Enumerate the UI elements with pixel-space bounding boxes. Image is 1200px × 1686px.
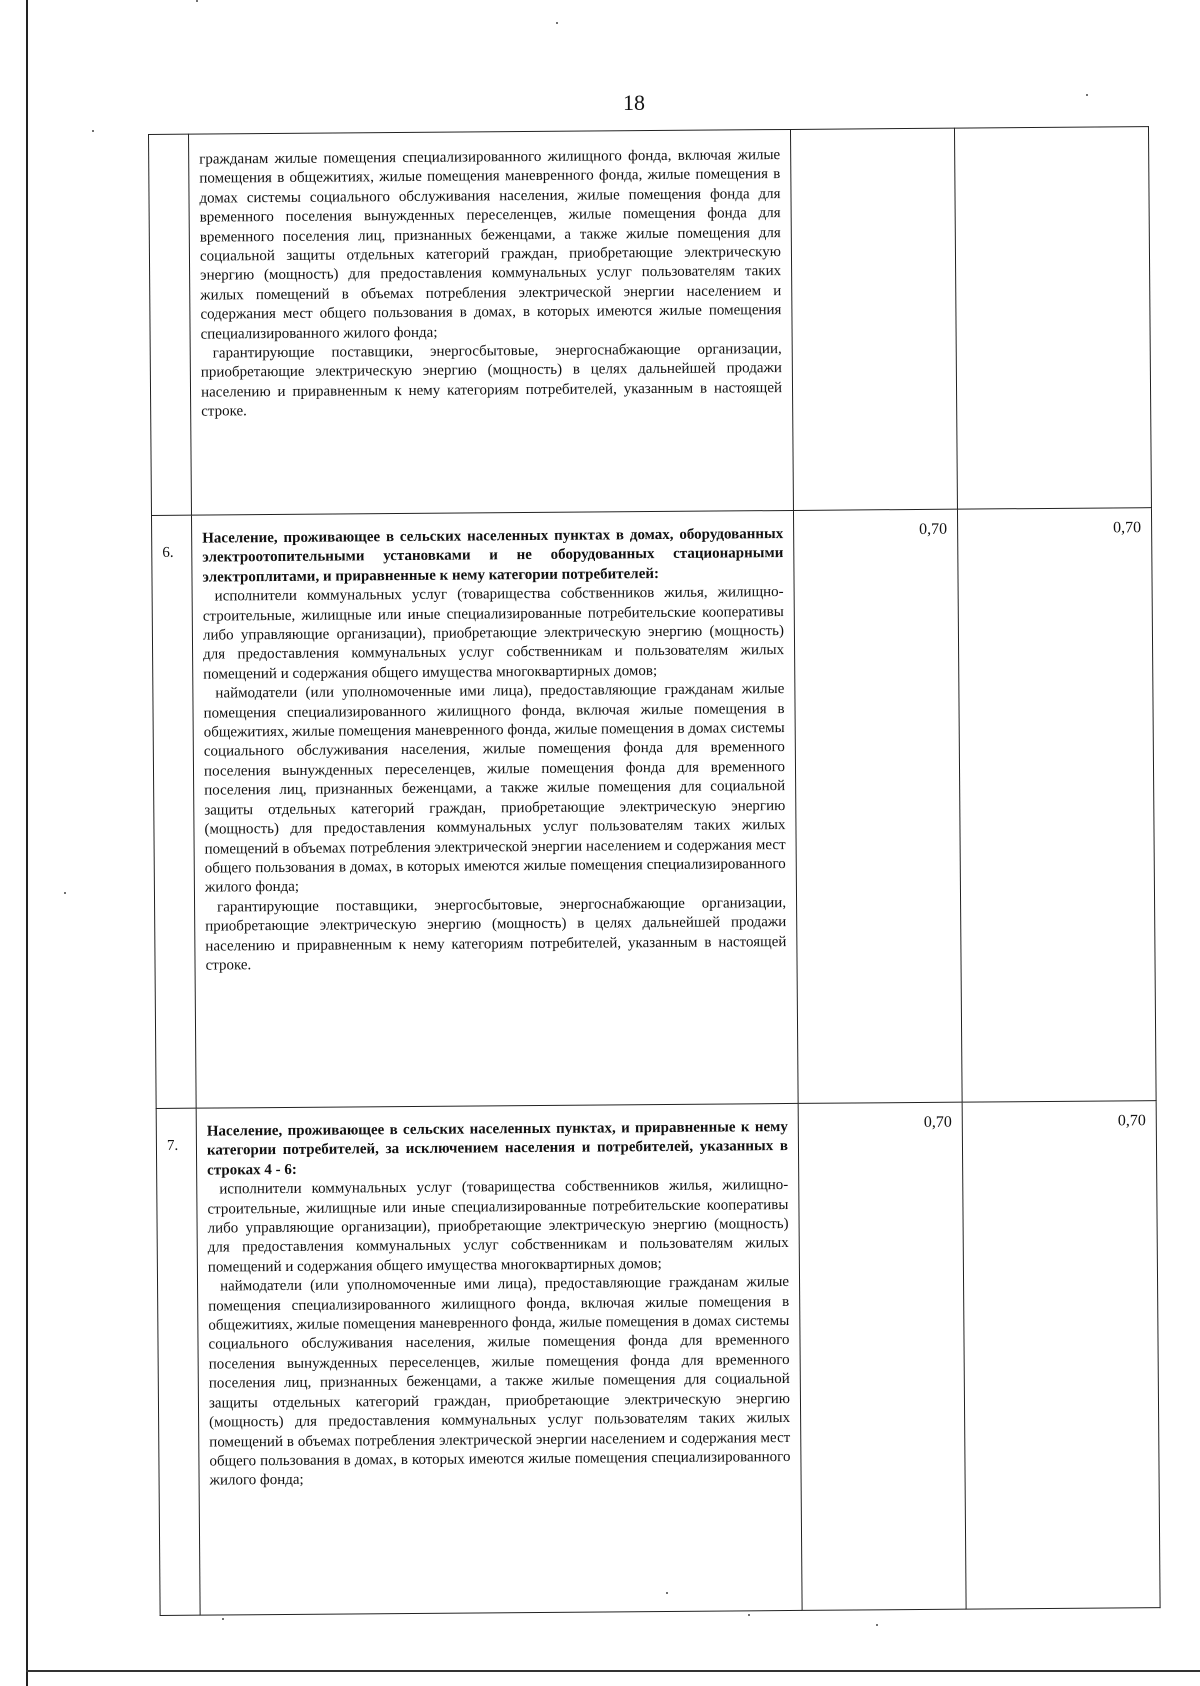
row-heading: Население, проживающее в сельских населенных пунктах в домах, оборудованных электроотопительными установками и не оборудованных стационарными электроплитами, и приравненные к нему категории потребителей: xyxy=(202,526,784,586)
table-row xyxy=(149,127,1152,516)
row-paragraph: наймодатели (или уполномоченные ими лица), предоставляющие гражданам жилые помещения специализированного жилищного фонда, включая жилые помещения в общежитиях, жилые помещения маневренного фонда, жилые помещения в домах системы социального обслуживания населения, жилые помещения фонда для временного поселения вынужденных переселенцев, жилые помещения фонда для временного поселения лиц, признанных беженцами, а также жилые помещения для социальной защиты отдельных категорий граждан, приобретающие электрическую энергию (мощность) для предоставления коммунальных услуг пользователям таких жилых помещений в объемах потребления электрической энергии населением и содержания мест общего пользования в домах, в которых имеются жилые помещения специализированного жилого фонда; xyxy=(203,681,786,896)
table-row xyxy=(156,1101,1160,1616)
row-heading: Население, проживающее в сельских населенных пунктах, и приравненные к нему категории потребителей, за исключением населения и потребителей, указанных в строках 4 - 6: xyxy=(206,1119,789,1179)
page-number: 18 xyxy=(623,90,645,115)
row-value-1: 0,70 xyxy=(793,509,962,1103)
row-description xyxy=(191,510,798,1108)
row-value-2 xyxy=(954,127,1151,510)
row-value-2: 0,70 xyxy=(957,508,1156,1103)
row-value-1 xyxy=(790,128,957,510)
row-paragraph: наймодатели (или уполномоченные ими лица), предоставляющие гражданам жилые помещения специализированного жилищного фонда, включая жилые помещения в общежитиях, жилые помещения маневренного фонда, жилые помещения в домах системы социального обслуживания населения, жилые помещения фонда для временного поселения вынужденных переселенцев, жилые помещения фонда для временного поселения лиц, признанных беженцами, а также жилые помещения для социальной защиты отдельных категорий граждан, приобретающие электрическую энергию (мощность) для предоставления коммунальных услуг пользователям таких жилых помещений в объемах потребления электрической энергии населением и содержания мест общего пользования в домах, в которых имеются жилые помещения специализированного жилого фонда; xyxy=(208,1274,791,1489)
row-paragraph: исполнители коммунальных услуг (товарищества собственников жилья, жилищно-строительные, жилищные или иные специализированные потребительские кооперативы либо управляющие организации), приобретающие электрическую энергию (мощность) для предоставления коммунальных услуг собственникам и пользователям жилых помещений и содержания общего имущества многоквартирных домов; xyxy=(207,1177,789,1276)
table-row xyxy=(151,508,1156,1109)
scan-edge-bottom xyxy=(26,1670,1200,1672)
row-description xyxy=(196,1103,802,1615)
row-paragraph: гарантирующие поставщики, энергосбытовые, энергоснабжающие организации, приобретающие электрическую энергию (мощность) в целях дальнейшей продажи населению и приравненным к нему категориям потребителей, указанным в настоящей строке. xyxy=(200,341,783,420)
row-paragraph: гарантирующие поставщики, энергосбытовые, энергоснабжающие организации, приобретающие электрическую энергию (мощность) в целях дальнейшей продажи населению и приравненным к нему категориям потребителей, указанным в настоящей строке. xyxy=(205,894,787,974)
row-number: 6. xyxy=(151,515,196,1108)
row-value-2: 0,70 xyxy=(962,1101,1160,1610)
row-number: 7. xyxy=(156,1108,200,1615)
row-paragraph: исполнители коммунальных услуг (товарищества собственников жилья, жилищно-строительные, жилищные или иные специализированные потребительские кооперативы либо управляющие организации), приобретающие электрическую энергию (мощность) для предоставления коммунальных услуг собственникам и пользователям жилых помещений и содержания общего имущества многоквартирных домов; xyxy=(202,584,785,683)
row-number xyxy=(149,134,192,515)
tariff-table xyxy=(148,126,1161,1616)
row-value-1: 0,70 xyxy=(798,1102,966,1610)
scan-edge-left xyxy=(26,0,28,1686)
row-description xyxy=(189,129,794,515)
row-paragraph: гражданам жилые помещения специализированного жилищного фонда, включая жилые помещения в общежитиях, жилые помещения маневренного фонда, жилые помещения в домах системы социального обслуживания населения, жилые помещения фонда для временного поселения вынужденных переселенцев, жилые помещения фонда для временного поселения лиц, признанных беженцами, а также жилые помещения для социальной защиты отдельных категорий граждан, приобретающие электрическую энергию (мощность) для предоставления коммунальных услуг пользователям таких жилых помещений в объемах потребления электрической энергии населением и содержания мест общего пользования в домах, в которых имеются жилые помещения специализированного жилого фонда; xyxy=(199,147,782,343)
